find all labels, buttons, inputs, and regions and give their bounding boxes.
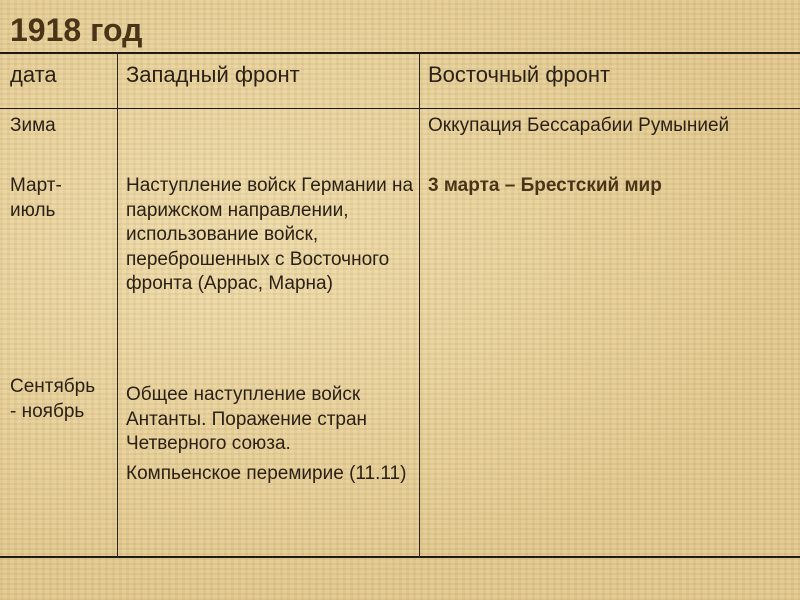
table-bottom-border bbox=[0, 556, 800, 558]
header-date: дата bbox=[10, 62, 57, 87]
date-winter: Зима bbox=[10, 115, 56, 136]
header-divider bbox=[0, 108, 800, 109]
column-divider bbox=[117, 52, 118, 558]
header-west-front: Западный фронт bbox=[126, 62, 300, 87]
column-divider bbox=[419, 52, 420, 558]
date-march-july: Март- июль bbox=[10, 175, 62, 221]
west-entente-offensive: Общее наступление войск Антанты. Поражение стран Четверного союза. bbox=[126, 384, 368, 454]
east-bessarabia: Оккупация Бессарабии Румынией bbox=[428, 115, 730, 136]
west-spring-offensive: Наступление войск Германии на парижском направлении, использование войск, переброшенных с Восточного фронта (Аррас, Марна) bbox=[126, 175, 414, 294]
east-brest-treaty: 3 марта – Брестский мир bbox=[428, 175, 662, 196]
date-september-november: Сентябрь - ноябрь bbox=[10, 376, 96, 422]
header-east-front: Восточный фронт bbox=[428, 62, 611, 87]
history-table bbox=[0, 52, 800, 558]
table-top-border bbox=[0, 52, 800, 54]
west-compiegne-armistice: Компьенское перемирие (11.11) bbox=[126, 463, 407, 484]
page-title: 1918 год bbox=[10, 12, 143, 48]
